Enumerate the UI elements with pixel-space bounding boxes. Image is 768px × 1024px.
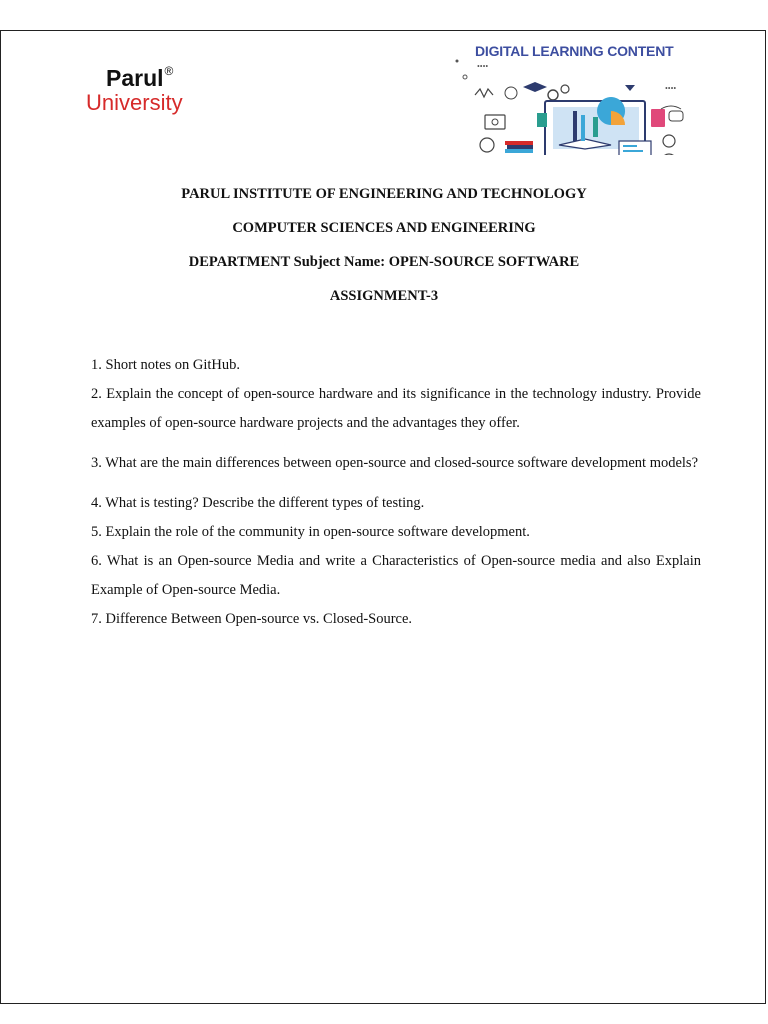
graduation-cap-icon <box>523 82 547 92</box>
question-item: 2. Explain the concept of open-source hardware and its significance in the technology industry. Provide examples of open-source hardware projects and the advantages they offer. <box>91 386 701 431</box>
play-icon <box>492 119 498 125</box>
gear-icon <box>548 90 558 100</box>
assignment-heading: ASSIGNMENT-3 <box>329 288 439 304</box>
question-list <box>91 351 701 634</box>
digital-learning-illustration <box>453 57 693 155</box>
institute-heading: PARUL INSTITUTE OF ENGINEERING AND TECHNOLOGY <box>181 186 587 202</box>
circle-icon <box>463 75 467 79</box>
pencil-icon <box>661 106 681 109</box>
books-icon <box>505 149 533 153</box>
dots-decoration: •••• <box>665 84 677 93</box>
question-item: 5. Explain the role of the community in open-source software development. <box>91 524 530 540</box>
document-headings <box>1 177 767 313</box>
logo-registered-mark: ® <box>164 64 174 78</box>
subject-heading: DEPARTMENT Subject Name: OPEN-SOURCE SOFTWARE <box>188 254 580 270</box>
student-body <box>659 154 679 155</box>
notebook-icon <box>651 109 665 127</box>
books-icon <box>507 145 533 149</box>
dlc-title: DIGITAL LEARNING CONTENT <box>475 43 674 59</box>
book-bar <box>573 111 577 141</box>
chat-icon <box>669 111 683 121</box>
question-item: 7. Difference Between Open-source vs. Closed-Source. <box>91 611 413 627</box>
gear-icon <box>561 85 569 93</box>
globe-icon <box>480 138 494 152</box>
logo-brand-text: Parul <box>106 65 164 91</box>
books-icon <box>505 141 533 145</box>
bar-icon <box>593 117 598 137</box>
question-item: 1. Short notes on GitHub. <box>91 357 241 373</box>
book-bar <box>581 115 585 141</box>
question-item: 6. What is an Open-source Media and write a Characteristics of Open-source media and also Explain Example of Open-source Media. <box>91 553 701 598</box>
wave-icon <box>475 89 493 97</box>
department-heading: COMPUTER SCIENCES AND ENGINEERING <box>232 220 536 236</box>
calculator-icon <box>537 113 547 127</box>
digital-learning-content-banner <box>453 43 693 155</box>
dots-decoration: •••• <box>477 62 489 71</box>
parul-university-logo <box>86 64 183 115</box>
certificate-icon <box>619 141 651 155</box>
ai-bubble-icon <box>505 87 517 99</box>
flag-icon <box>625 85 635 91</box>
question-item: 3. What are the main differences between open-source and closed-source software development models? <box>91 455 699 471</box>
student-icon <box>663 135 675 147</box>
logo-university-text: University <box>86 90 183 115</box>
video-icon <box>485 115 505 129</box>
document-page <box>0 30 766 1004</box>
question-item: 4. What is testing? Describe the different types of testing. <box>91 495 425 511</box>
dot-icon <box>456 60 459 63</box>
